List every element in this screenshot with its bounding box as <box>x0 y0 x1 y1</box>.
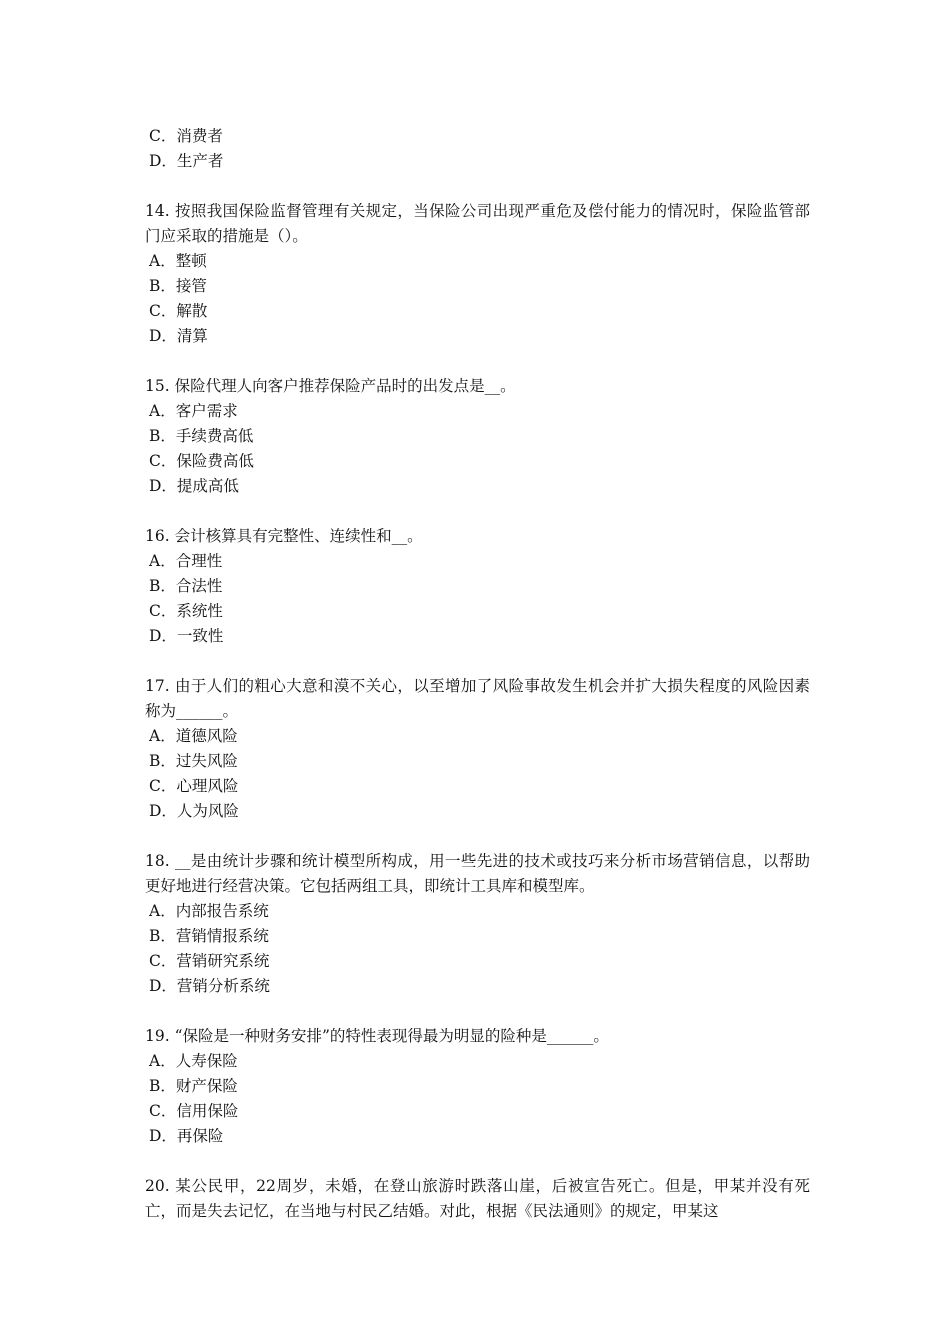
option-item: D．人为风险 <box>149 802 239 820</box>
option-item: B．合法性 <box>149 577 223 595</box>
option-item: C．心理风险 <box>149 777 239 795</box>
option-item: C．系统性 <box>149 602 223 620</box>
option-item: D．一致性 <box>149 627 224 645</box>
question-19 <box>145 1024 810 1149</box>
option-item: D．营销分析系统 <box>149 977 270 995</box>
question-text: 19. “保险是一种财务安排”的特性表现得最为明显的险种是______。 <box>145 1027 609 1045</box>
question-14 <box>145 199 810 349</box>
question-15 <box>145 374 810 499</box>
option-item: B．接管 <box>149 277 207 295</box>
option-item: D．再保险 <box>149 1127 224 1145</box>
question-text: 15. 保险代理人向客户推荐保险产品时的出发点是__。 <box>145 377 516 395</box>
question-16 <box>145 524 810 649</box>
question-text: 16. 会计核算具有完整性、连续性和__。 <box>145 527 423 545</box>
option-item: B．营销情报系统 <box>149 927 269 945</box>
option-item: C．保险费高低 <box>149 452 254 470</box>
question-text: 18. __是由统计步骤和统计模型所构成，用一些先进的技术或技巧来分析市场营销信息，以帮助更好地进行经营决策。它包括两组工具，即统计工具库和模型库。 <box>145 852 810 895</box>
option-item: A．整顿 <box>149 252 207 270</box>
option-item: C．信用保险 <box>149 1102 239 1120</box>
option-item: B．财产保险 <box>149 1077 238 1095</box>
option-item: A．人寿保险 <box>149 1052 238 1070</box>
question-text: 20. 某公民甲，22周岁，未婚，在登山旅游时跌落山崖，后被宣告死亡。但是，甲某并没有死亡，而是失去记忆，在当地与村民乙结婚。对此，根据《民法通则》的规定，甲某这 <box>145 1177 810 1220</box>
carryover-options <box>145 124 810 174</box>
option-item: A．合理性 <box>149 552 223 570</box>
option-item: D．生产者 <box>149 152 224 170</box>
option-item: A．内部报告系统 <box>149 902 269 920</box>
question-text: 14. 按照我国保险监督管理有关规定，当保险公司出现严重危及偿付能力的情况时，保险监管部门应采取的措施是（）。 <box>145 202 810 245</box>
option-item: C．营销研究系统 <box>149 952 270 970</box>
option-item: D．清算 <box>149 327 208 345</box>
option-item: B．过失风险 <box>149 752 238 770</box>
question-text: 17. 由于人们的粗心大意和漠不关心，以至增加了风险事故发生机会并扩大损失程度的风险因素称为______。 <box>145 677 810 720</box>
option-item: C．消费者 <box>149 127 223 145</box>
option-item: D．提成高低 <box>149 477 239 495</box>
question-20 <box>145 1174 810 1224</box>
option-item: C．解散 <box>149 302 208 320</box>
document-content <box>145 124 810 1224</box>
option-item: A．客户需求 <box>149 402 238 420</box>
question-17 <box>145 674 810 824</box>
option-item: B．手续费高低 <box>149 427 254 445</box>
option-item: A．道德风险 <box>149 727 238 745</box>
question-18 <box>145 849 810 999</box>
